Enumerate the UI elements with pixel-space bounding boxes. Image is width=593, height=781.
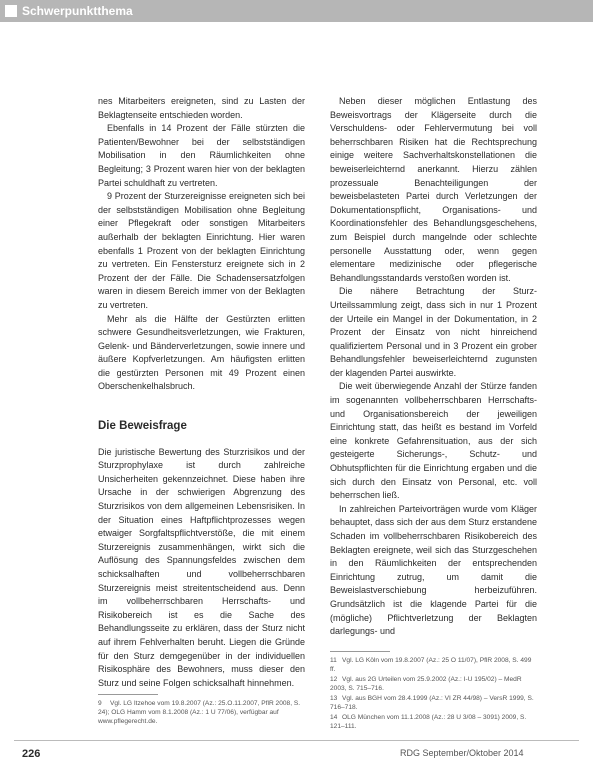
footnote-number: 12: [330, 676, 338, 683]
footnote-number: 14: [330, 714, 338, 721]
paragraph: Die weit überwiegende Anzahl der Stürze fanden im sogenannten vollbeherrschbaren Herrschafts- und Organisationsbereich der jeweiligen Einrichtung statt, das heißt es bestand im Vorfeld eine konkrete Gefahrensituation, aus der sich gesteigerte Sicherungs-, Schutz- und Obhutspflichten für die Einrichtung ergaben und die sich durch den Einsatz von Personal, etc. voll beherrschen ließ.: [330, 381, 537, 501]
publication-info: RDG September/Oktober 2014: [400, 748, 524, 758]
footnote-text: Vgl. LG Köln vom 19.8.2007 (Az.: 25 O 11/07), PflR 2008, S. 499 ff.: [330, 657, 532, 673]
paragraph: Neben dieser möglichen Entlastung des Beweisvortrags der Klägerseite durch die Verschuldens- oder Fehlervermutung bei voll beherrschbaren Risiken hat die Rechtsprechung einige weitere Sachverhaltskonstellationen die beweiserleichternd anerkannt. Hierzu zählen prozessuale Benachteiligungen der beweisbelasteten Partei durch Verletzungen der Dokumentationspflicht, Organisations- und Koordinationsfehler des Behandlungsgeschehens, zum Beispiel durch mangelnde oder schlechte personelle Ausstattung oder, wenn gegen elementare medizinische oder pflegerische Behandlungsstandards verstoßen worden ist.: [330, 96, 537, 283]
right-column: [330, 95, 537, 639]
paragraph: Die juristische Bewertung des Sturzrisikos und der Sturzprophylaxe ist durch zahlreiche Unsicherheiten gekennzeichnet. Diese haben ihre Ursache in der schwierigen Abgrenzung des Sturzrisikos von dem allgemeinen Lebensrisiken. In der Situation eines Haftpflichtprozesses wegen etwaiger Sorgfaltspflichtverstöße, die mit einem Sturzereignis zusammenhängen, wirkt sich die Auflösung des Spannungsfeldes zwischen dem schicksalhaften und vollbeherrschbaren Sturzereignis meist streitentscheidend aus. Denn im vollbeherrschbaren Herrschafts- und Risikobereich ist es die Sache des Behandlungsseite zu erklären, dass der Sturz nicht auf ihrem Fehlverhalten beruht. Liegen die Gründe für den Sturz demgegenüber in der individuellen Risikosphäre des Bewohners, muss dieser den Sturz und seine Folgen schicksalhaft hinnehmen.: [98, 446, 305, 688]
footnote-number: 9: [98, 700, 102, 707]
paragraph: 9 Prozent der Sturzereignisse ereigneten sich bei der selbstständigen Mobilisation ohne Begleitung einer Pflegekraft oder sonstigen Mitarbeiters außerhalb der beklagten Einrichtung. Hier waren ebenfalls 1 Prozent von der beklagten Einrichtung zu vertreten. Ein Fenstersturz ereignete sich in 2 Prozent der der Fälle. Die Schadensersatzfolgen waren in diesem Bereich immer von der Beklagten zu vertreten.: [98, 191, 305, 310]
header-bar: [0, 0, 593, 22]
footnote-rule: [98, 694, 158, 695]
paragraph: Mehr als die Hälfte der Gestürzten erlitten schwere Gesundheitsverletzungen, wie Frakturen, Gelenk- und Bänderverletzungen, sowie innere und äußere Kopfverletzungen. Am häufigsten erlitten die gestürzten Personen mit 49 Prozent einen Oberschenkelhalsbruch.: [98, 313, 305, 392]
footnote: [330, 713, 537, 731]
footnote: [330, 656, 537, 674]
footnote-text: Vgl. LG Itzehoe vom 19.8.2007 (Az.: 25.O.11.2007, PflR 2008, S. 24); OLG Hamm vom 8.1.2008 (Az.: 1 U 77/06), verfügbar auf www.pflegerecht.de.: [98, 700, 301, 725]
paragraph: Ebenfalls in 14 Prozent der Fälle stürzten die Patienten/Bewohner bei der selbstständigen Mobilisation in den Räumlichkeiten ohne Begleitung; 3 Prozent waren hier von der beklagten Partei schuldhaft zu vertreten.: [98, 123, 305, 188]
paragraph: Die nähere Betrachtung der Sturz-Urteilssammlung zeigt, dass sich in nur 1 Prozent der Urteile ein Mangel in der Dokumentation, in 2 Prozent der Einsatz von nicht hinreichend qualifiziertem Personal und in 3 Prozent ein grober Behandlungsfehler beweiserleichternd zugunsten der klagenden Partei auswirkte.: [330, 286, 537, 378]
paragraph: In zahlreichen Parteivorträgen wurde vom Kläger behauptet, dass sich der aus dem Sturz erstandene Schaden im vollbeherrschbaren Risikobereich des Beklagten ereignete, weil sich das Sturzgeschehen in den Räumlichkeiten der entsprechenden Einrichtung zutrug, um damit die Beweislastverschiebung herbeizuführen. Grundsätzlich ist die klagende Partei für die (mögliche) Pflichtverletzung der Beklagten darlegungs- und: [330, 503, 537, 637]
footnote-rule: [330, 651, 390, 652]
footnote: [330, 694, 537, 712]
footnote-text: Vgl. aus 2G Urteilen vom 25.9.2002 (Az.: I-U 195/02) – MedR 2003, S. 715–716.: [330, 676, 522, 692]
page-number: 226: [22, 748, 41, 760]
section-title: Schwerpunktthema: [22, 4, 133, 18]
footer-rule: [14, 740, 579, 741]
header-marker: [5, 5, 17, 17]
paragraph: nes Mitarbeiters ereigneten, sind zu Lasten der Beklagtenseite entschieden worden.: [98, 96, 305, 120]
footnote: [98, 699, 305, 726]
footnote-number: 11: [330, 657, 337, 664]
footnote-number: 13: [330, 695, 338, 702]
footnote: [330, 675, 537, 693]
footnote-text: Vgl. aus BGH vom 28.4.1999 (Az.: VI ZR 44/98) – VersR 1999, S. 716–718.: [330, 695, 534, 711]
section-heading: Die Beweisfrage: [98, 420, 187, 433]
left-column: [98, 95, 305, 690]
footnote-text: OLG München vom 11.1.2008 (Az.: 28 U 3/08 – 3091) 2009, S. 121–111.: [330, 714, 527, 730]
